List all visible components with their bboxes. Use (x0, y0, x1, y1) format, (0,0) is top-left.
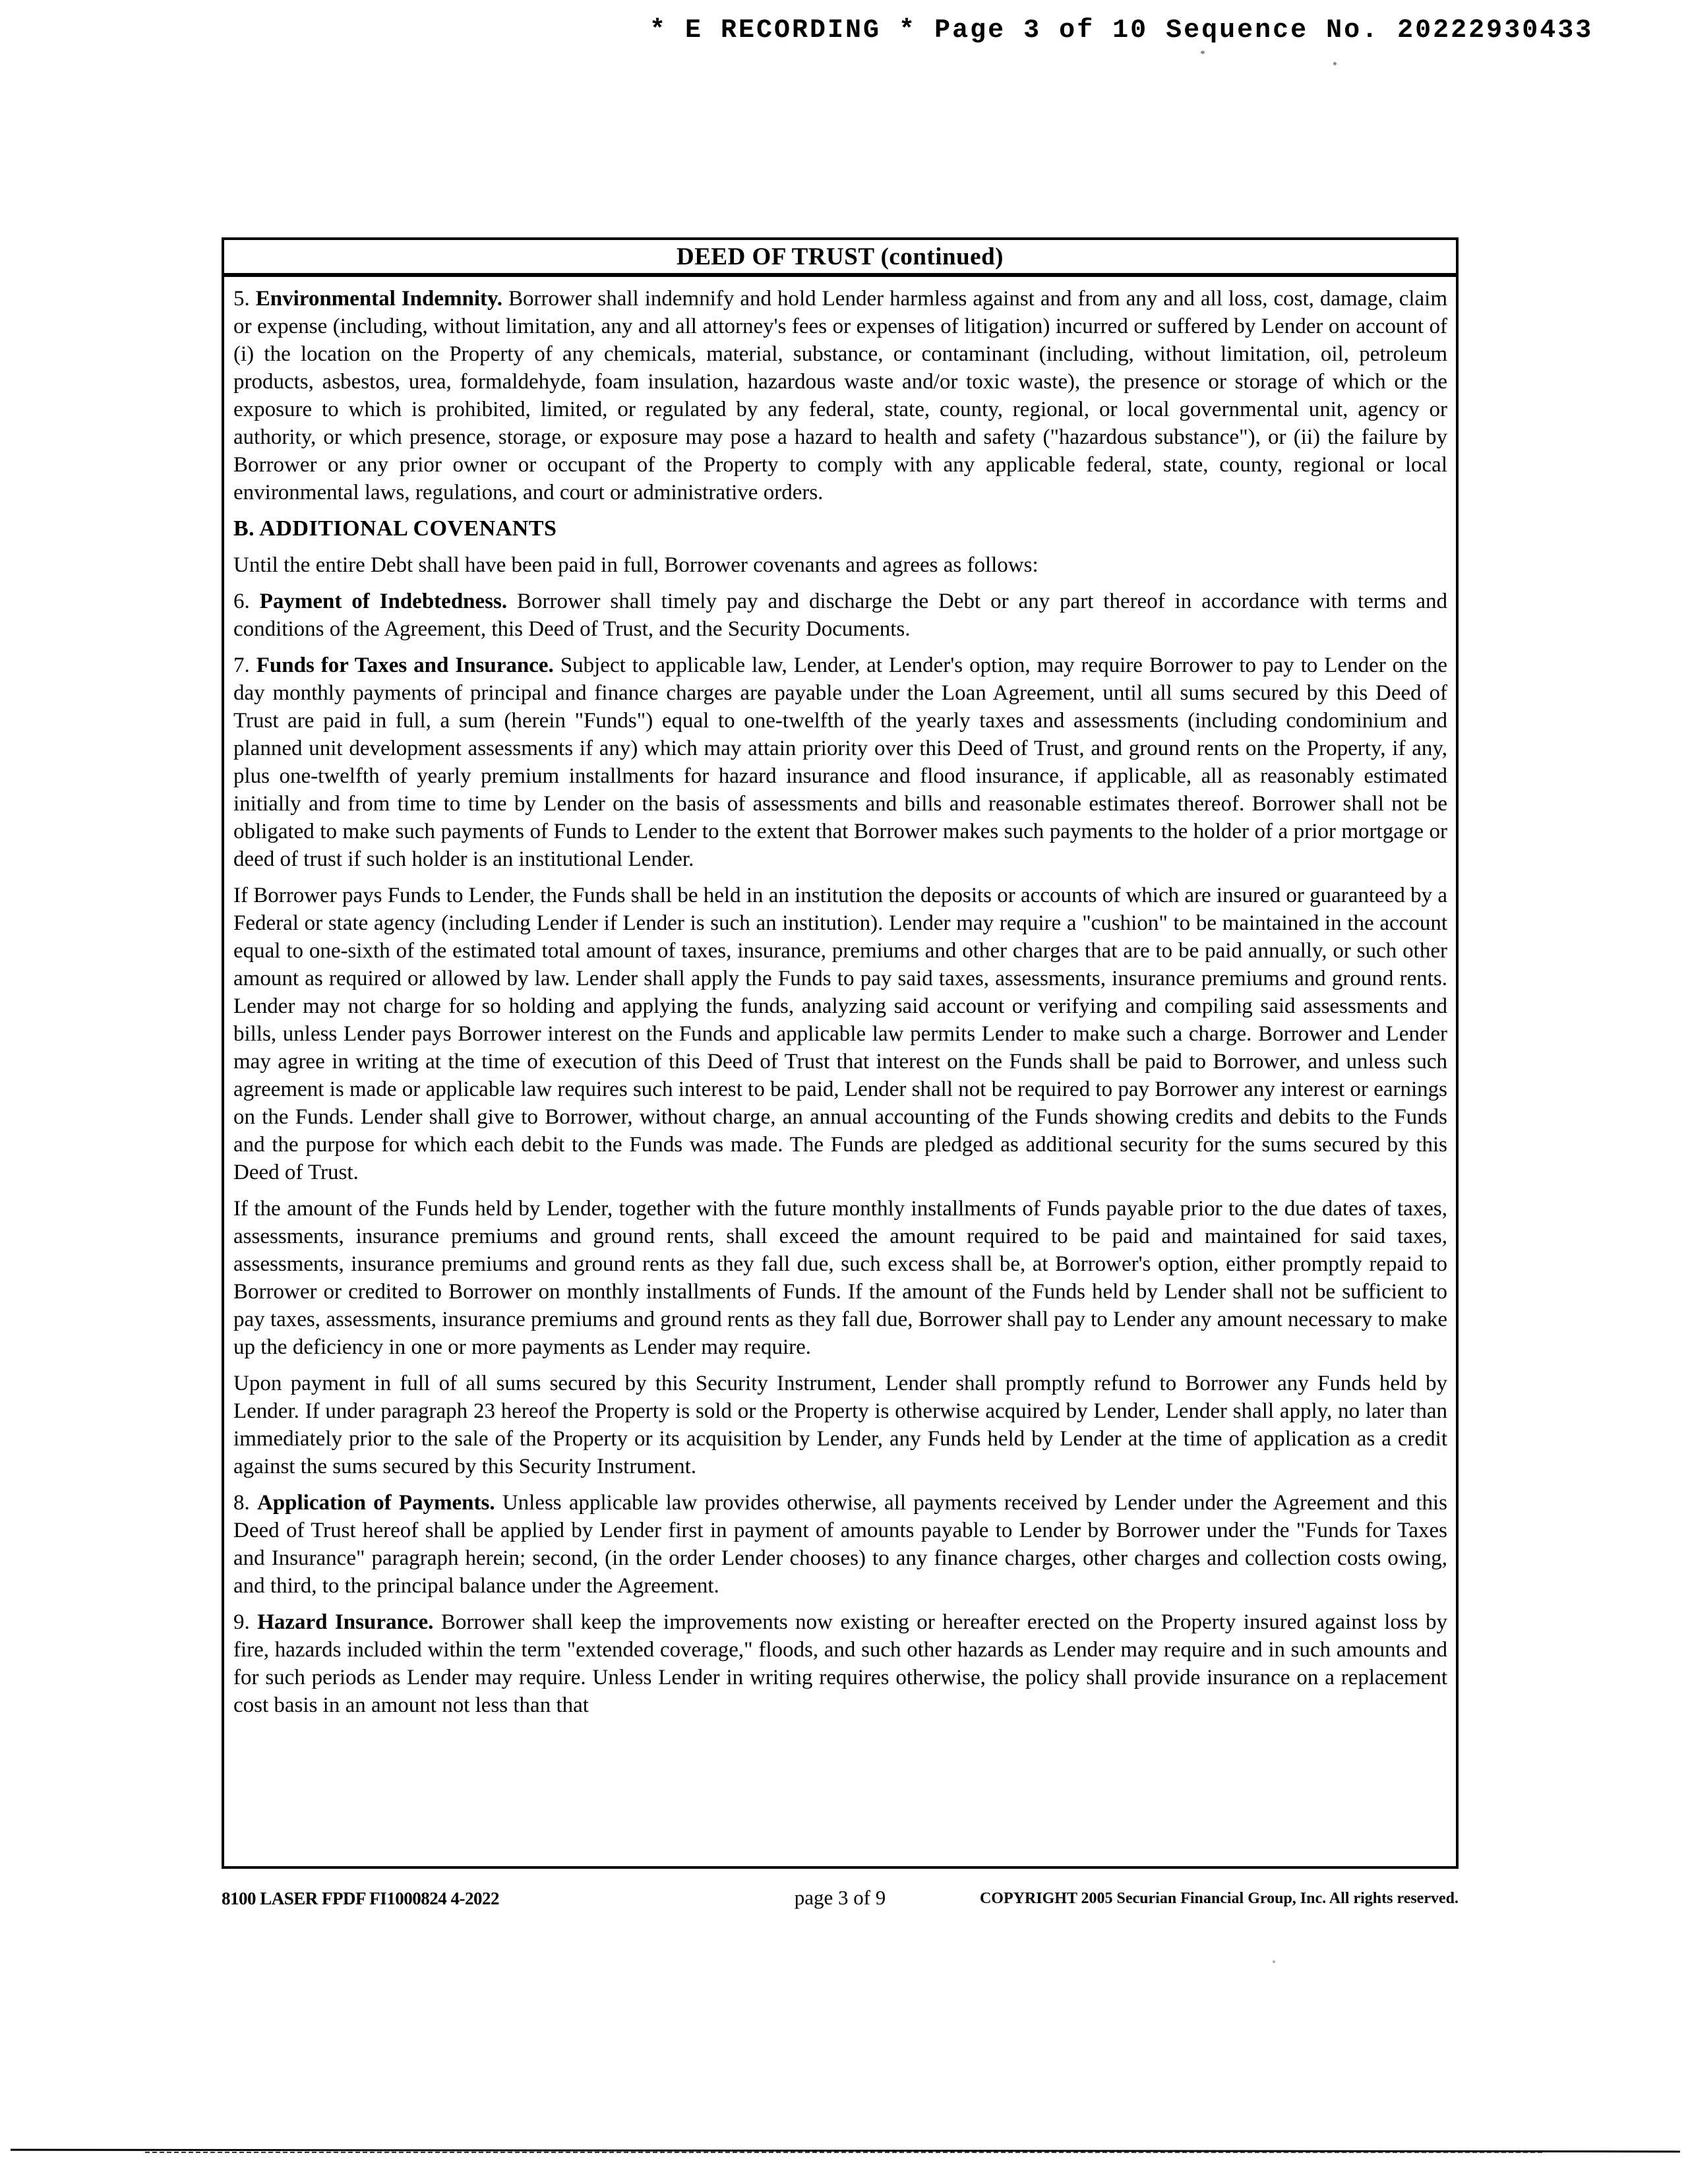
paragraph-text: Upon payment in full of all sums secured by this Security Instrument, Lender shall promptly refund to Borrower any Funds held by Lender. If under paragraph 23 hereof the Property is sold or the Property is otherwise acquired by Lender, Lender shall apply, no later than immediately prior to the sale of the Property or its acquisition by Lender, any Funds held by Lender at the time of application as a credit against the sums secured by this Security Instrument. (233, 1372, 1447, 1478)
paragraph-6-payment-of-indebtedness (233, 588, 1447, 643)
document-title-row (224, 240, 1456, 277)
section-b-additional-covenants (233, 515, 1447, 543)
paragraph-heading: Hazard Insurance. (257, 1610, 434, 1634)
paragraph-text: Borrower shall indemnify and hold Lender harmless against and from any and all loss, cost, damage, claim or expense (including, without limitation, any and all attorney's fees or expenses of litigation) incurred or suffered by Lender on account of (i) the location on the Property of any chemicals, material, substance, or contaminant (including, without limitation, oil, petroleum products, asbestos, urea, formaldehyde, foam insulation, hazardous waste and/or toxic waste), the presence or storage of which or the exposure to which is prohibited, limited, or regulated by any federal, state, county, regional, or local governmental unit, agency or authority, or which presence, storage, or exposure may pose a hazard to health and safety ("hazardous substance"), or (ii) the failure by Borrower or any prior owner or occupant of the Property to comply with any applicable federal, state, county, regional or local environmental laws, regulations, and court or administrative orders. (233, 287, 1448, 504)
page-footer (222, 1885, 1459, 1914)
deed-of-trust-form-box (222, 237, 1459, 1869)
paragraph-7-funds-for-taxes-and-insurance (233, 652, 1447, 873)
paragraph-text: Subject to applicable law, Lender, at Lender's option, may require Borrower to pay to Lender on the day monthly payments of principal and finance charges are payable under the Loan Agreement, until all sums secured by this Deed of Trust are paid in full, a sum (herein "Funds") equal to one-twelfth of the yearly taxes and assessments (including condominium and planned unit development assessments if any) which may attain priority over this Deed of Trust, and ground rents on the Property, if any, plus one-twelfth of yearly premium installments for hazard insurance and flood insurance, if applicable, all as reasonably estimated initially and from time to time by Lender on the basis of assessments and bills and reasonable estimates thereof. Borrower shall not be obligated to make such payments of Funds to Lender to the extent that Borrower makes such payments to the holder of a prior mortgage or deed of trust if such holder is an institutional Lender. (233, 653, 1447, 871)
paragraph-number: 8. (233, 1491, 250, 1515)
paragraph-5-environmental-indemnity (233, 285, 1447, 506)
paragraph-9-hazard-insurance (233, 1608, 1447, 1719)
paragraph-text: If the amount of the Funds held by Lender, together with the future monthly installments of Funds payable prior to the due dates of taxes, assessments, insurance premiums and ground rents, shall exceed the amount required to be paid and maintained for said taxes, assessments, insurance premiums and ground rents as they fall due, such excess shall be, at Borrower's option, either promptly repaid to Borrower or credited to Borrower on monthly installments of Funds. If the amount of the Funds held by Lender shall not be sufficient to pay taxes, assessments, insurance premiums and ground rents as they fall due, Borrower shall pay to Lender any amount necessary to make up the deficiency in one or more payments as Lender may require. (233, 1197, 1447, 1359)
paragraph-number: 5. (233, 287, 250, 311)
paragraph-heading: Payment of Indebtedness. (259, 590, 508, 613)
paragraph-text: Until the entire Debt shall have been paid in full, Borrower covenants and agrees as follows: (233, 553, 1039, 577)
page-title: DEED OF TRUST (continued) (677, 243, 1004, 270)
scan-artifact-line-fuzz (145, 2152, 1543, 2153)
paragraph-heading: Funds for Taxes and Insurance. (256, 653, 554, 677)
paragraph-heading: Environmental Indemnity. (255, 287, 502, 311)
paragraph-text: If Borrower pays Funds to Lender, the Funds shall be held in an institution the deposits or accounts of which are insured or guaranteed by a Federal or state agency (including Lender if Lender is such an institution). Lender may require a "cushion" to be maintained in the account equal to one-sixth of the estimated total amount of taxes, insurance, premiums and other charges that are to be paid annually, or such other amount as required or allowed by law. Lender shall apply the Funds to pay said taxes, assessments, insurance premiums and ground rents. Lender may not charge for so holding and applying the funds, analyzing said account or verifying and compiling said assessments and bills, unless Lender pays Borrower interest on the Funds and applicable law permits Lender to make such a charge. Borrower and Lender may agree in writing at the time of execution of this Deed of Trust that interest on the Funds shall be paid to Borrower, and unless such agreement is made or applicable law requires such interest to be paid, Lender shall not be required to pay Borrower any interest or earnings on the Funds. Lender shall give to Borrower, without charge, an annual accounting of the Funds showing credits and debits to the Funds and the purpose for which each debit to the Funds was made. The Funds are pledged as additional security for the sums secured by this Deed of Trust. (233, 884, 1447, 1184)
paragraph-number: 6. (233, 590, 250, 613)
paragraph-7-funds-excess-deficiency (233, 1195, 1447, 1361)
copyright-notice: COPYRIGHT 2005 Securian Financial Group, Inc. All rights reserved. (979, 1890, 1459, 1907)
section-heading-text: B. ADDITIONAL COVENANTS (233, 516, 557, 541)
paragraph-number: 7. (233, 653, 250, 677)
paragraph-text: Unless applicable law provides otherwise, all payments received by Lender under the Agreement and this Deed of Trust hereof shall be applied by Lender first in payment of amounts payable to Lender by Borrower under the "Funds for Taxes and Insurance" paragraph herein; second, (in the order Lender chooses) to any finance charges, other charges and collection costs owing, and third, to the principal balance under the Agreement. (233, 1491, 1448, 1598)
document-body (224, 277, 1456, 1719)
paragraph-number: 9. (233, 1610, 250, 1634)
paragraph-8-application-of-payments (233, 1489, 1447, 1600)
form-id-label: 8100 LASER FPDF FI1000824 4-2022 (222, 1889, 499, 1908)
paragraph-text: Borrower shall timely pay and discharge the Debt or any part thereof in accordance with terms and conditions of the Agreement, this Deed of Trust, and the Security Documents. (233, 590, 1447, 641)
scan-speck (1333, 62, 1337, 65)
paragraph-7-refund-upon-payment (233, 1370, 1447, 1480)
e-recording-header: * E RECORDING * Page 3 of 10 Sequence No. 20222930433 (649, 16, 1594, 46)
scan-speck (1201, 51, 1205, 54)
page-number-indicator: page 3 of 9 (794, 1886, 886, 1909)
paragraph-intro-covenants (233, 551, 1447, 579)
paragraph-7-funds-held-institution (233, 882, 1447, 1186)
paragraph-heading: Application of Payments. (256, 1491, 495, 1515)
paragraph-text: Borrower shall keep the improvements now existing or hereafter erected on the Property insured against loss by fire, hazards included within the term "extended coverage," floods, and such other hazards as Lender may require and in such amounts and for such periods as Lender may require. Unless Lender in writing requires otherwise, the policy shall provide insurance on a replacement cost basis in an amount not less than that (233, 1610, 1448, 1717)
scan-speck (1273, 1960, 1275, 1963)
